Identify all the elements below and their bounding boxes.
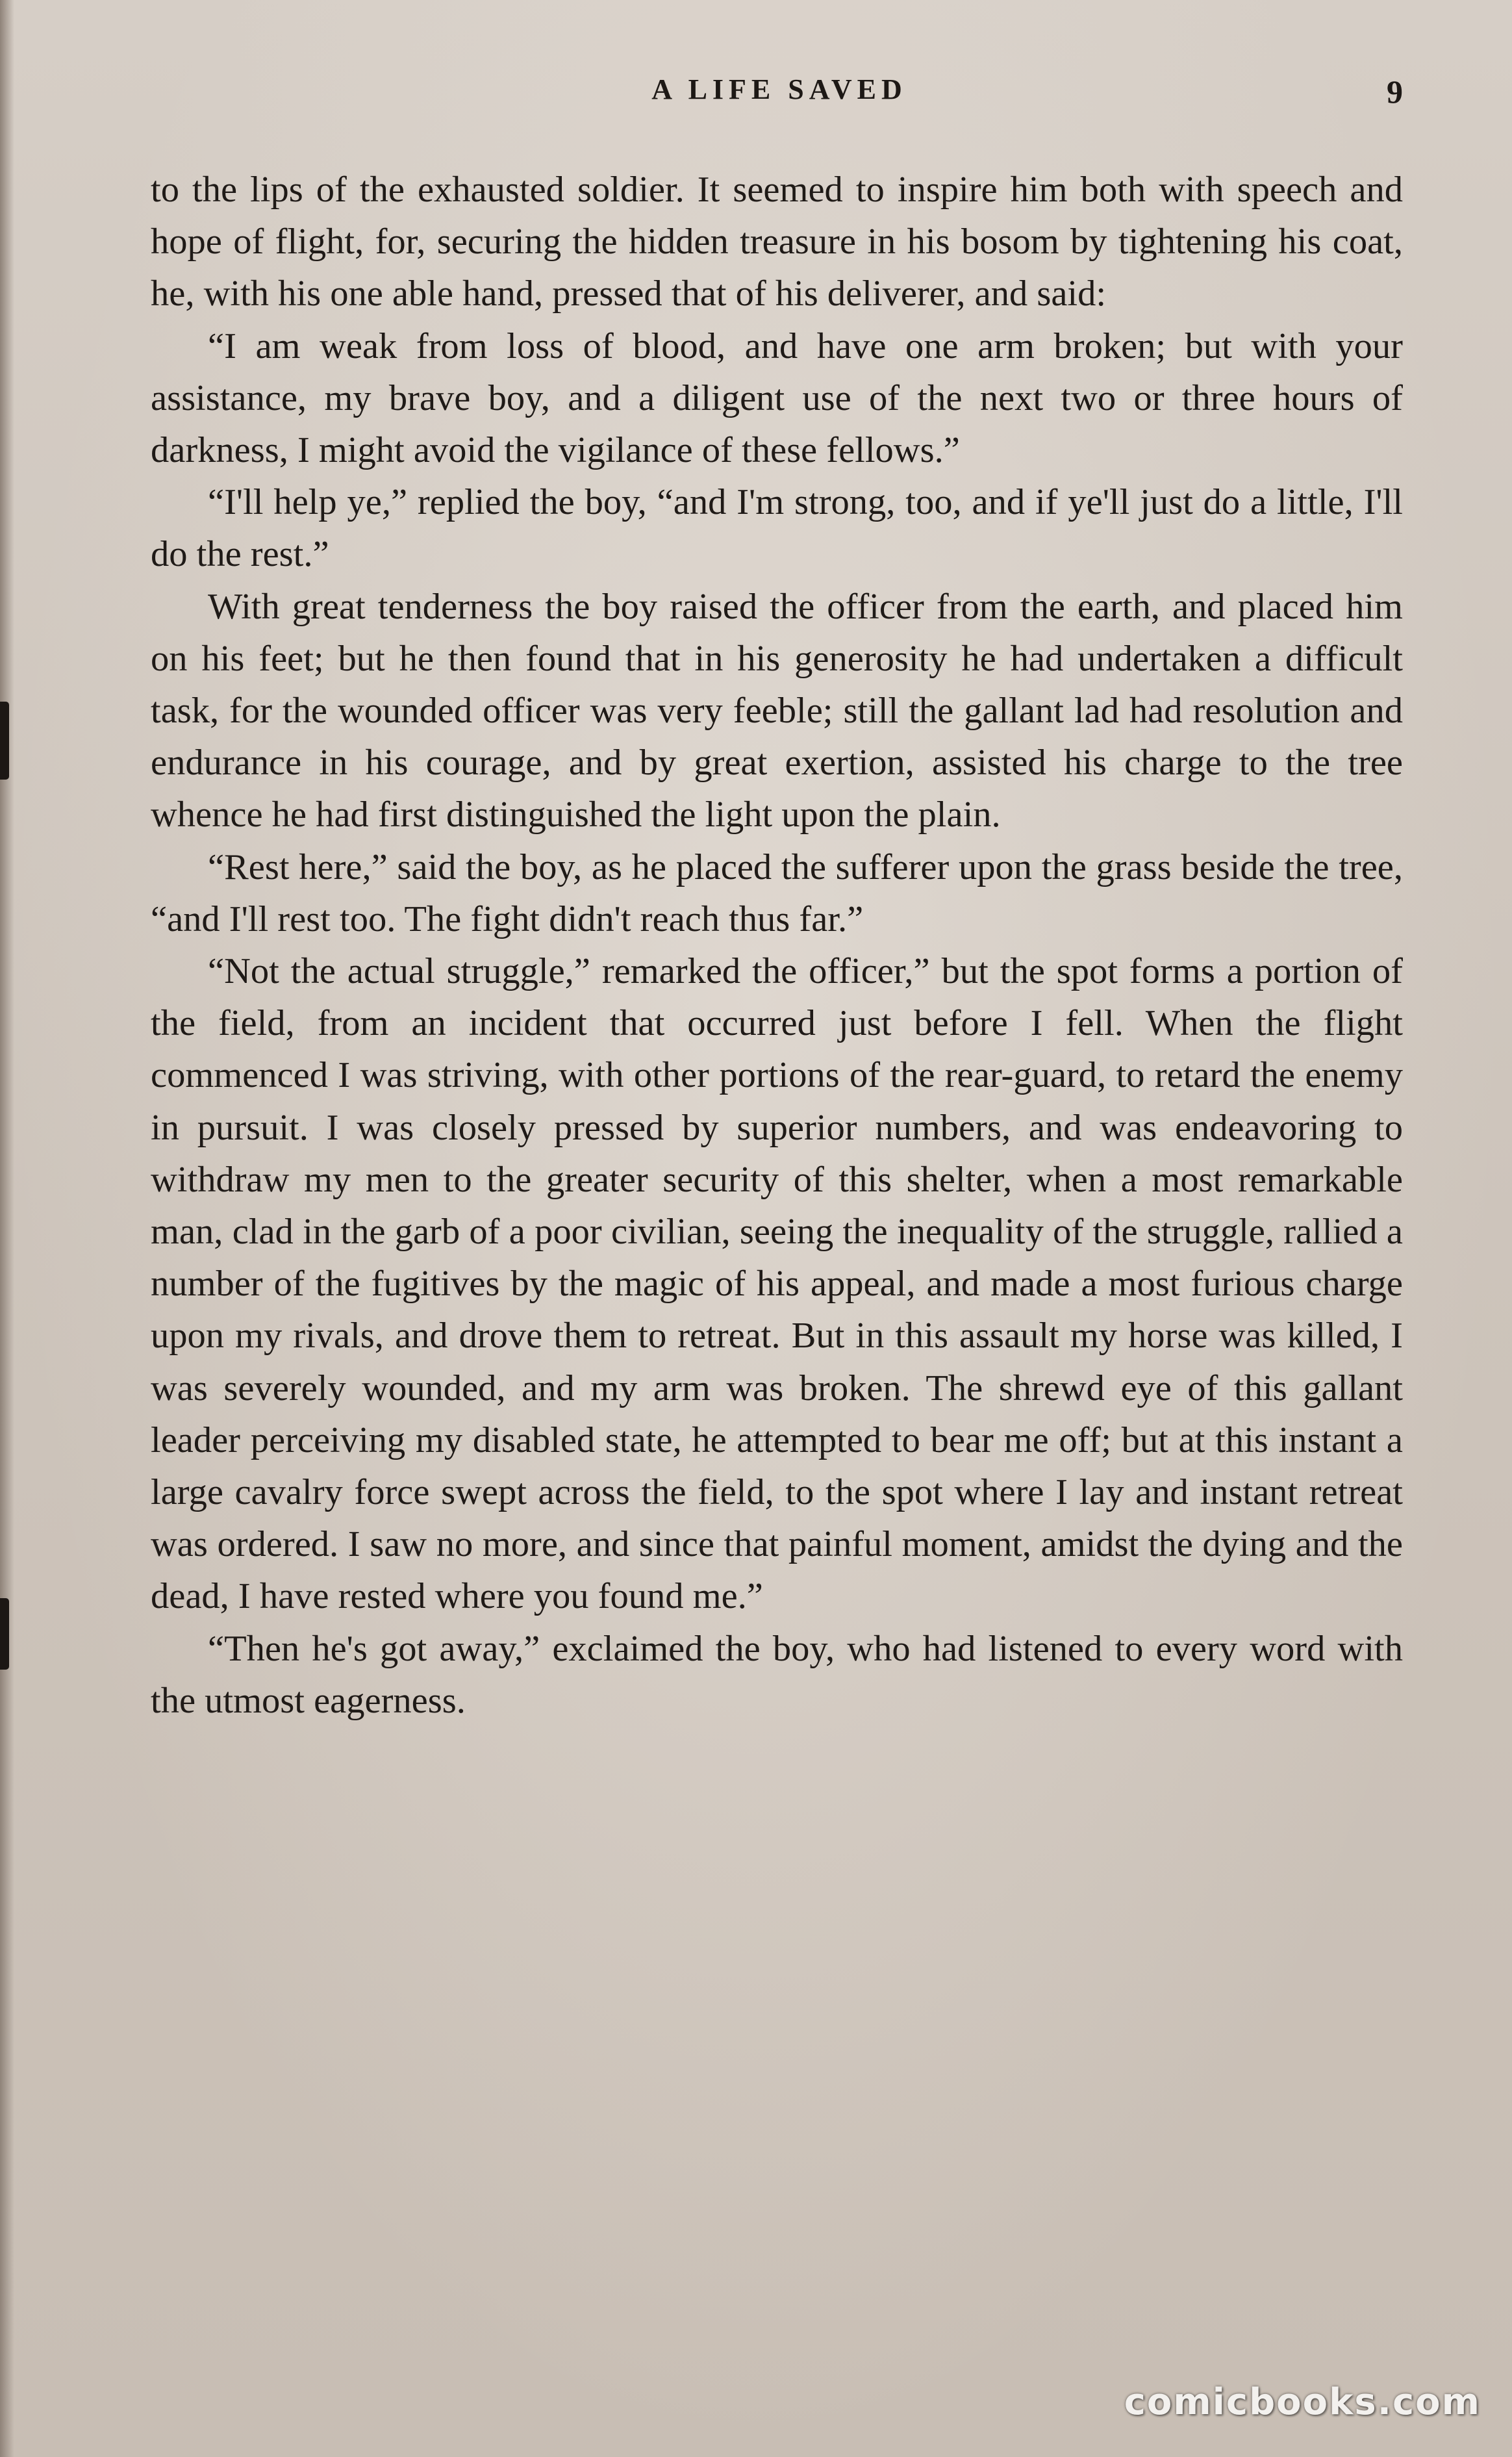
binding-mark [0, 1598, 9, 1670]
paragraph: to the lips of the exhausted soldier. It seemed to inspire him both with speech and hope of flight, for, securing the hidden treasure in his bosom by tightening his coat, he, with his one able hand, pressed that of his deliverer, and said: [151, 170, 1403, 314]
page-gutter-edge [0, 0, 14, 2457]
paragraph: “Rest here,” said the boy, as he placed the sufferer upon the grass beside the tree, “and I'll rest too. The fight didn't reach thus far.” [151, 847, 1403, 939]
page-header [156, 73, 1403, 118]
paragraph: “Not the actual struggle,” remarked the officer,” but the spot forms a portion of the field, from an incident that occurred just before I fell. When the flight commenced I was striving, with other portions of the rear-guard, to retard the enemy in pursuit. I was closely pressed by superior numbers, and was endeavoring to withdraw my men to the greater security of this shelter, when a most remarkable man, clad in the garb of a poor civilian, seeing the inequality of the struggle, rallied a number of the fugitives by the magic of his appeal, and made a most furious charge upon my rivals, and drove them to retreat. But in this assault my horse was killed, I was severely wounded, and my arm was broken. The shrewd eye of this gallant leader perceiving my disabled state, he attempted to bear me off; but at this instant a large cavalry force swept across the field, to the spot where I lay and instant retreat was ordered. I saw no more, and since that painful moment, amidst the dying and the dead, I have rested where you found me.” [151, 951, 1403, 1617]
paragraph: “I'll help ye,” replied the boy, “and I'm strong, too, and if ye'll just do a little, I'll do the rest.” [151, 482, 1403, 575]
running-head: A LIFE SAVED [651, 73, 907, 105]
paragraph: “I am weak from loss of blood, and have one arm broken; but with your assistance, my brave boy, and a diligent use of the next two or three hours of darkness, I might avoid the vigilance of these fellows.” [151, 325, 1403, 471]
paragraph: With great tenderness the boy raised the officer from the earth, and placed him on his feet; but he then found that in his generosity he had undertaken a difficult task, for the wounded officer was very feeble; still the gallant lad had resolution and endurance in his courage, and by great exertion, assisted his charge to the tree whence he had first distinguished the light upon the plain. [151, 586, 1403, 835]
watermark: comicbooks.com [1124, 2381, 1481, 2423]
page-text [151, 164, 1403, 1727]
paragraph: “Then he's got away,” exclaimed the boy, who had listened to every word with the utmost eagerness. [151, 1628, 1403, 1721]
page-number: 9 [1387, 73, 1403, 110]
binding-mark [0, 702, 9, 780]
